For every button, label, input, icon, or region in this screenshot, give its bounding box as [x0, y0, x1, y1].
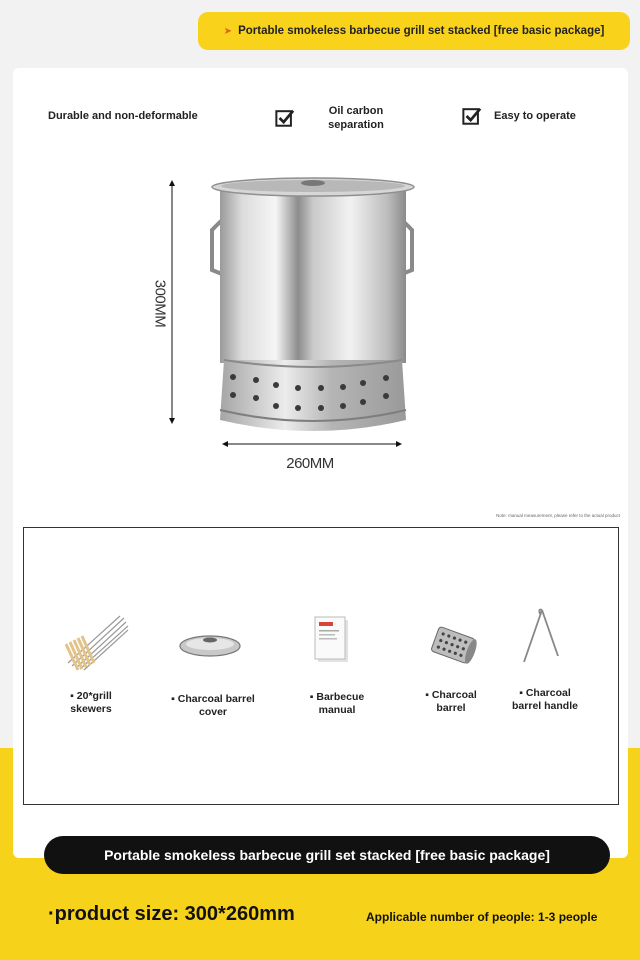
package-item-handle-line1: ▪ Charcoal: [519, 687, 571, 699]
cover-icon: [178, 630, 242, 660]
width-dimension-line: [222, 440, 402, 448]
top-title-banner: [198, 12, 630, 50]
measurement-note: Note: manual measurement, please refer to the actual product: [496, 513, 620, 518]
height-dimension-line: [168, 180, 176, 424]
package-item-skewers-line2: skewers: [70, 703, 112, 715]
package-item-skewers-line1: ▪ 20*grill: [70, 690, 112, 702]
bottom-banner-text: Portable smokeless barbecue grill set stacked [free basic package]: [104, 847, 550, 863]
checkbox-icon: [275, 108, 295, 128]
package-item-cover-line2: cover: [198, 706, 228, 718]
package-item-manual-line2: manual: [318, 704, 356, 716]
package-item-manual-line1: ▪ Barbecue: [309, 691, 365, 703]
checkbox-icon: [462, 106, 482, 126]
package-item-handle-line2: barrel handle: [512, 700, 578, 712]
arrow-icon: ➤: [223, 25, 233, 37]
product-size-text: ·product size: 300*260mm: [48, 903, 295, 925]
grill-barrel-image: [208, 170, 418, 440]
height-dimension-label: 300MM: [151, 279, 169, 328]
feature-easy-label: Easy to operate: [494, 110, 576, 122]
people-count-text: Applicable number of people: 1-3 people: [366, 910, 598, 924]
package-item-manual: [282, 691, 392, 717]
feature-oil-carbon: [275, 104, 391, 132]
package-item-barrel-line2: barrel: [436, 702, 466, 714]
package-item-skewers: [36, 690, 146, 716]
bottom-title-banner: [44, 836, 610, 874]
feature-oil-carbon-line1: Oil carbon: [328, 105, 384, 117]
feature-oil-carbon-line2: separation: [328, 119, 384, 131]
package-item-handle: [490, 687, 600, 713]
top-banner-text: Portable smokeless barbecue grill set stacked [free basic package]: [238, 25, 605, 37]
manual-icon: [314, 616, 350, 664]
barrel-icon: [426, 624, 480, 666]
handle-icon: [518, 606, 564, 666]
package-item-cover: [158, 693, 268, 719]
feature-durable: [48, 110, 198, 122]
package-item-barrel-line1: ▪ Charcoal: [425, 689, 477, 701]
feature-easy: [462, 106, 576, 126]
skewers-icon: [62, 614, 130, 672]
package-item-cover-line1: ▪ Charcoal barrel: [171, 693, 255, 705]
width-dimension-label: 260MM: [286, 455, 334, 472]
feature-durable-label: Durable and non-deformable: [48, 110, 198, 122]
